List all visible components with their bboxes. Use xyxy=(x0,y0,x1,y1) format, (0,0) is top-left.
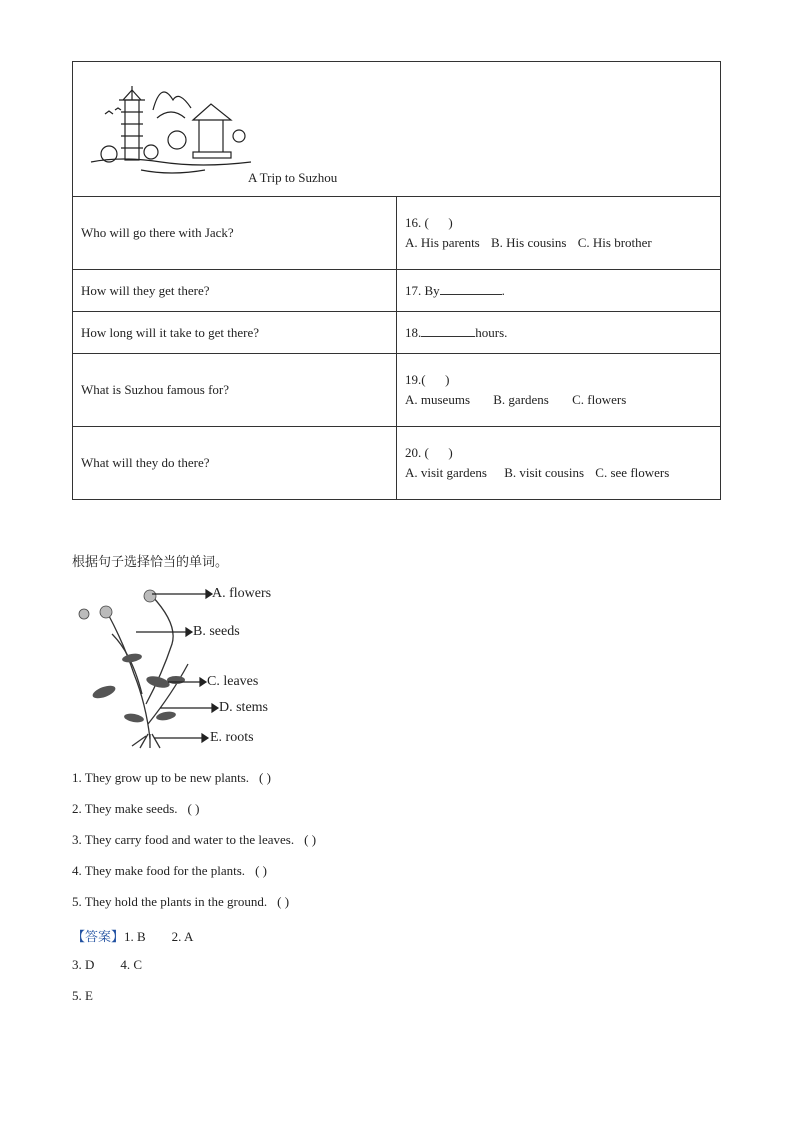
option-b: B. gardens xyxy=(493,392,549,407)
answer-paren[interactable]: ( ) xyxy=(304,832,317,847)
answer-paren[interactable]: ( ) xyxy=(187,801,200,816)
close-paren: ) xyxy=(448,215,453,230)
question-text: 1. They grow up to be new plants. xyxy=(72,770,250,785)
option-a: A. visit gardens xyxy=(405,465,487,480)
table-row xyxy=(73,270,721,312)
question-text: 3. They carry food and water to the leaves. xyxy=(72,832,295,847)
item-number: 20. ( xyxy=(405,445,429,460)
trip-table xyxy=(72,61,721,500)
item-number: 16. ( xyxy=(405,215,429,230)
answer-paren[interactable]: ( ) xyxy=(277,894,290,909)
table-caption: A Trip to Suzhou xyxy=(248,170,338,185)
question-cell: What will they do there? xyxy=(73,427,397,500)
header-cell xyxy=(73,62,721,197)
option-c: C. see flowers xyxy=(595,465,670,480)
plant-diagram xyxy=(72,584,292,750)
close-paren: ) xyxy=(448,445,453,460)
answer-blank[interactable] xyxy=(440,282,502,295)
item-number: 18. xyxy=(405,325,422,340)
question-1 xyxy=(72,770,271,786)
option-a: A. His parents xyxy=(405,235,480,250)
table-header-row xyxy=(73,62,721,197)
question-4 xyxy=(72,863,267,879)
answer-paren[interactable]: ( ) xyxy=(255,863,267,878)
option-a: A. museums xyxy=(405,392,470,407)
answer-paren[interactable]: ( ) xyxy=(259,770,271,785)
plant-label-leaves: C. leaves xyxy=(207,674,259,689)
plant-label-seeds: B. seeds xyxy=(193,624,240,639)
question-text: 5. They hold the plants in the ground. xyxy=(72,894,268,909)
table-row xyxy=(73,354,721,427)
option-c: C. His brother xyxy=(577,235,652,250)
answer-blank[interactable] xyxy=(421,324,475,337)
plant-label-stems: D. stems xyxy=(219,700,268,715)
close-paren: ) xyxy=(445,372,450,387)
question-cell: What is Suzhou famous for? xyxy=(73,354,397,427)
plant-label-roots: E. roots xyxy=(210,730,254,745)
question-5 xyxy=(72,894,289,910)
answer-cell xyxy=(397,197,721,270)
item-number: 19.( xyxy=(405,372,426,387)
question-2 xyxy=(72,801,199,817)
answer-cell xyxy=(397,312,721,354)
question-text: 2. They make seeds. xyxy=(72,801,178,816)
question-cell: How will they get there? xyxy=(73,270,397,312)
suzhou-scene-illustration xyxy=(81,70,261,188)
table-row xyxy=(73,312,721,354)
option-b: B. His cousins xyxy=(491,235,567,250)
section-instruction: 根据句子选择恰当的单词。 xyxy=(72,555,229,570)
answer-suffix: hours. xyxy=(475,325,508,340)
question-cell: Who will go there with Jack? xyxy=(73,197,397,270)
answer-line-1 xyxy=(72,926,193,945)
answer-cell xyxy=(397,354,721,427)
answer-tag: 【答案】 xyxy=(72,930,125,945)
option-c: C. flowers xyxy=(572,392,627,407)
answer-cell xyxy=(397,270,721,312)
option-b: B. visit cousins xyxy=(504,465,585,480)
question-cell: How long will it take to get there? xyxy=(73,312,397,354)
item-number: 17. By xyxy=(405,283,440,298)
answer-line-3: 5. E xyxy=(72,988,93,1003)
plant-label-flowers: A. flowers xyxy=(212,586,272,601)
question-3 xyxy=(72,832,316,848)
table-row xyxy=(73,197,721,270)
answer-text: 1. B 2. A xyxy=(124,929,194,944)
question-text: 4. They make food for the plants. xyxy=(72,863,246,878)
table-row xyxy=(73,427,721,500)
answer-line-2: 3. D 4. C xyxy=(72,957,143,972)
answer-cell xyxy=(397,427,721,500)
answer-suffix: . xyxy=(501,283,505,298)
